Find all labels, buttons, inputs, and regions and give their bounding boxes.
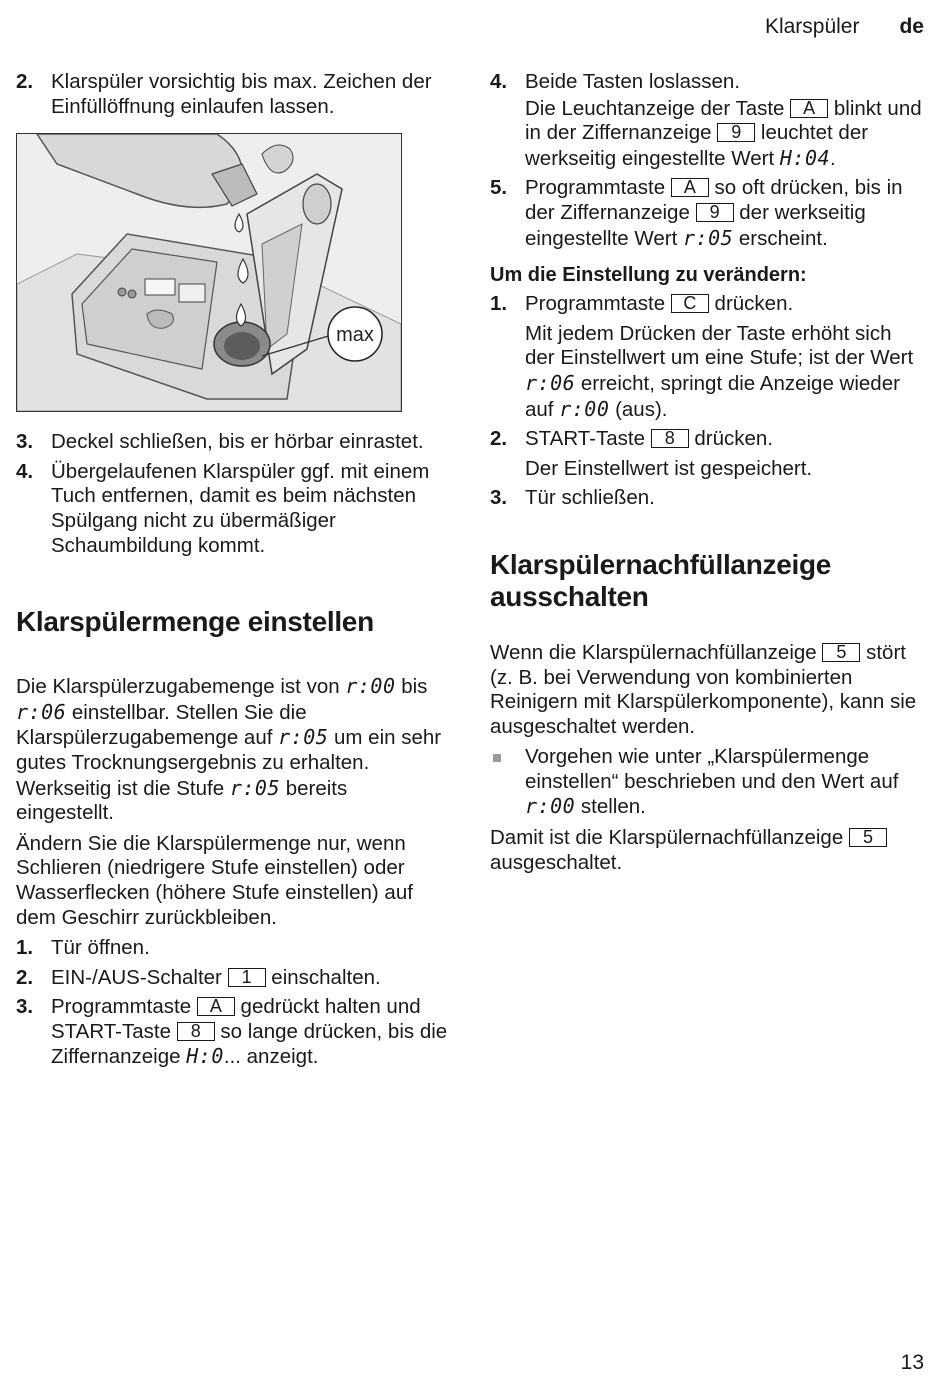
- rinse-aid-dispenser-illustration: [16, 133, 402, 412]
- paragraph-refill-indicator: Wenn die Klarspülernachfüllanzeige 5 stört (z. B. bei Verwendung von kombinierten Reinigern mit Klarspülerkomponente), kann sie ausgeschaltet werden.: [490, 640, 917, 738]
- step-2-fill: [16, 70, 450, 119]
- step-number: 2.: [16, 70, 34, 93]
- display-value: r:05: [683, 225, 734, 250]
- paragraph-change-advice: Ändern Sie die Klarspülermenge nur, wenn Schlieren (niedrigere Stufe einstellen) oder Wasserflecken (höhere Stufe einstellen) auf dem Geschirr zurückbleiben.: [16, 831, 413, 929]
- header-section: Klarspüler: [764, 15, 860, 38]
- paragraph-range: Die Klarspülerzugabemenge ist von r:00 bis r:06 einstellbar. Stellen Sie die Klarspülerzugabemenge auf r:05 um ein sehr gutes Trocknungsergebnis zu erhalten. Werkseitig ist die Stufe r:05 bereits eingestellt.: [16, 674, 442, 825]
- step-text: Deckel schließen, bis er hörbar einrastet.: [51, 430, 424, 454]
- display-value: r:06: [525, 370, 576, 395]
- right-column: [490, 70, 926, 875]
- key-symbol: A: [671, 178, 709, 197]
- key-symbol: C: [671, 294, 709, 313]
- display-value: r:05: [278, 725, 329, 750]
- display-value: r:06: [16, 699, 67, 724]
- key-symbol: 9: [717, 123, 755, 142]
- step-3-hold-keys: 3. Programmtaste A gedrückt halten und START-Taste 8 so lange drücken, bis die Ziffernanzeige H:0... anzeigt.: [16, 995, 448, 1069]
- key-symbol: A: [197, 997, 235, 1016]
- step-4-release: 4. Beide Tasten loslassen.: [490, 70, 741, 93]
- step-text: Übergelaufenen Klarspüler ggf. mit einem Tuch entfernen, damit es beim nächsten Spülgang nicht zu übermäßiger Schaumbildung kommt.: [51, 459, 430, 557]
- step-number: 4.: [16, 459, 34, 483]
- display-value: H:0: [186, 1044, 224, 1069]
- step-2-power-on: 2. EIN-/AUS-Schalter 1 einschalten.: [16, 965, 381, 989]
- change-step-2-detail: Der Einstellwert ist gespeichert.: [525, 456, 813, 480]
- change-step-3: 3. Tür schließen.: [490, 486, 655, 510]
- change-step-2: 2. START-Taste 8 drücken.: [490, 427, 774, 451]
- step-number: 3.: [16, 430, 34, 454]
- key-symbol: 5: [849, 828, 887, 847]
- step-5-press-program: 5. Programmtaste A so oft drücken, bis in der Ziffernanzeige 9 der werkseitig eingestellte Wert r:05 erscheint.: [490, 176, 903, 250]
- step-4-detail: Die Leuchtanzeige der Taste A blinkt und in der Ziffernanzeige 9 leuchtet der werkseitig eingestellte Wert H:04.: [525, 96, 922, 170]
- max-label: max: [336, 324, 374, 347]
- key-symbol: 8: [651, 429, 689, 448]
- section-heading-refill-indicator: Klarspülernachfüllanzeige ausschalten: [490, 548, 832, 612]
- left-column: [16, 70, 450, 1070]
- paragraph-result: Damit ist die Klarspülernachfüllanzeige 5 ausgeschaltet.: [490, 826, 926, 875]
- display-value: r:00: [559, 396, 610, 421]
- change-step-1-detail: Mit jedem Drücken der Taste erhöht sich der Einstellwert um eine Stufe; ist der Wert r:06 erreicht, springt die Anzeige wieder auf r:00 (aus).: [525, 321, 914, 421]
- display-value: H:04: [779, 145, 831, 170]
- section-heading-amount: Klarspülermenge einstellen: [16, 606, 374, 638]
- page-number: 13: [900, 1351, 924, 1374]
- display-value: r:05: [229, 775, 280, 800]
- display-value: r:00: [345, 674, 396, 699]
- key-symbol: 5: [822, 643, 860, 662]
- dispenser-drawing: [17, 134, 401, 411]
- key-symbol: A: [790, 99, 828, 118]
- bullet-square-icon: [493, 754, 501, 762]
- key-symbol: 9: [696, 203, 734, 222]
- display-value: r:00: [525, 794, 576, 819]
- subheading-change: Um die Einstellung zu verändern:: [490, 264, 807, 287]
- running-header: [765, 15, 924, 40]
- step-1-open-door: 1. Tür öffnen.: [16, 936, 150, 960]
- step-4-wipe: [16, 460, 450, 558]
- key-symbol: 8: [177, 1022, 215, 1041]
- bullet-procedure: Vorgehen wie unter „Klarspülermenge einstellen“ beschrieben und den Wert auf r:00 stellen.: [490, 745, 926, 820]
- change-step-1: 1. Programmtaste C drücken.: [490, 292, 794, 316]
- step-3-close-lid: [16, 430, 450, 455]
- key-symbol: 1: [228, 968, 266, 987]
- header-language: de: [899, 15, 924, 38]
- step-text: Klarspüler vorsichtig bis max. Zeichen der Einfüllöffnung einlaufen lassen.: [51, 70, 432, 118]
